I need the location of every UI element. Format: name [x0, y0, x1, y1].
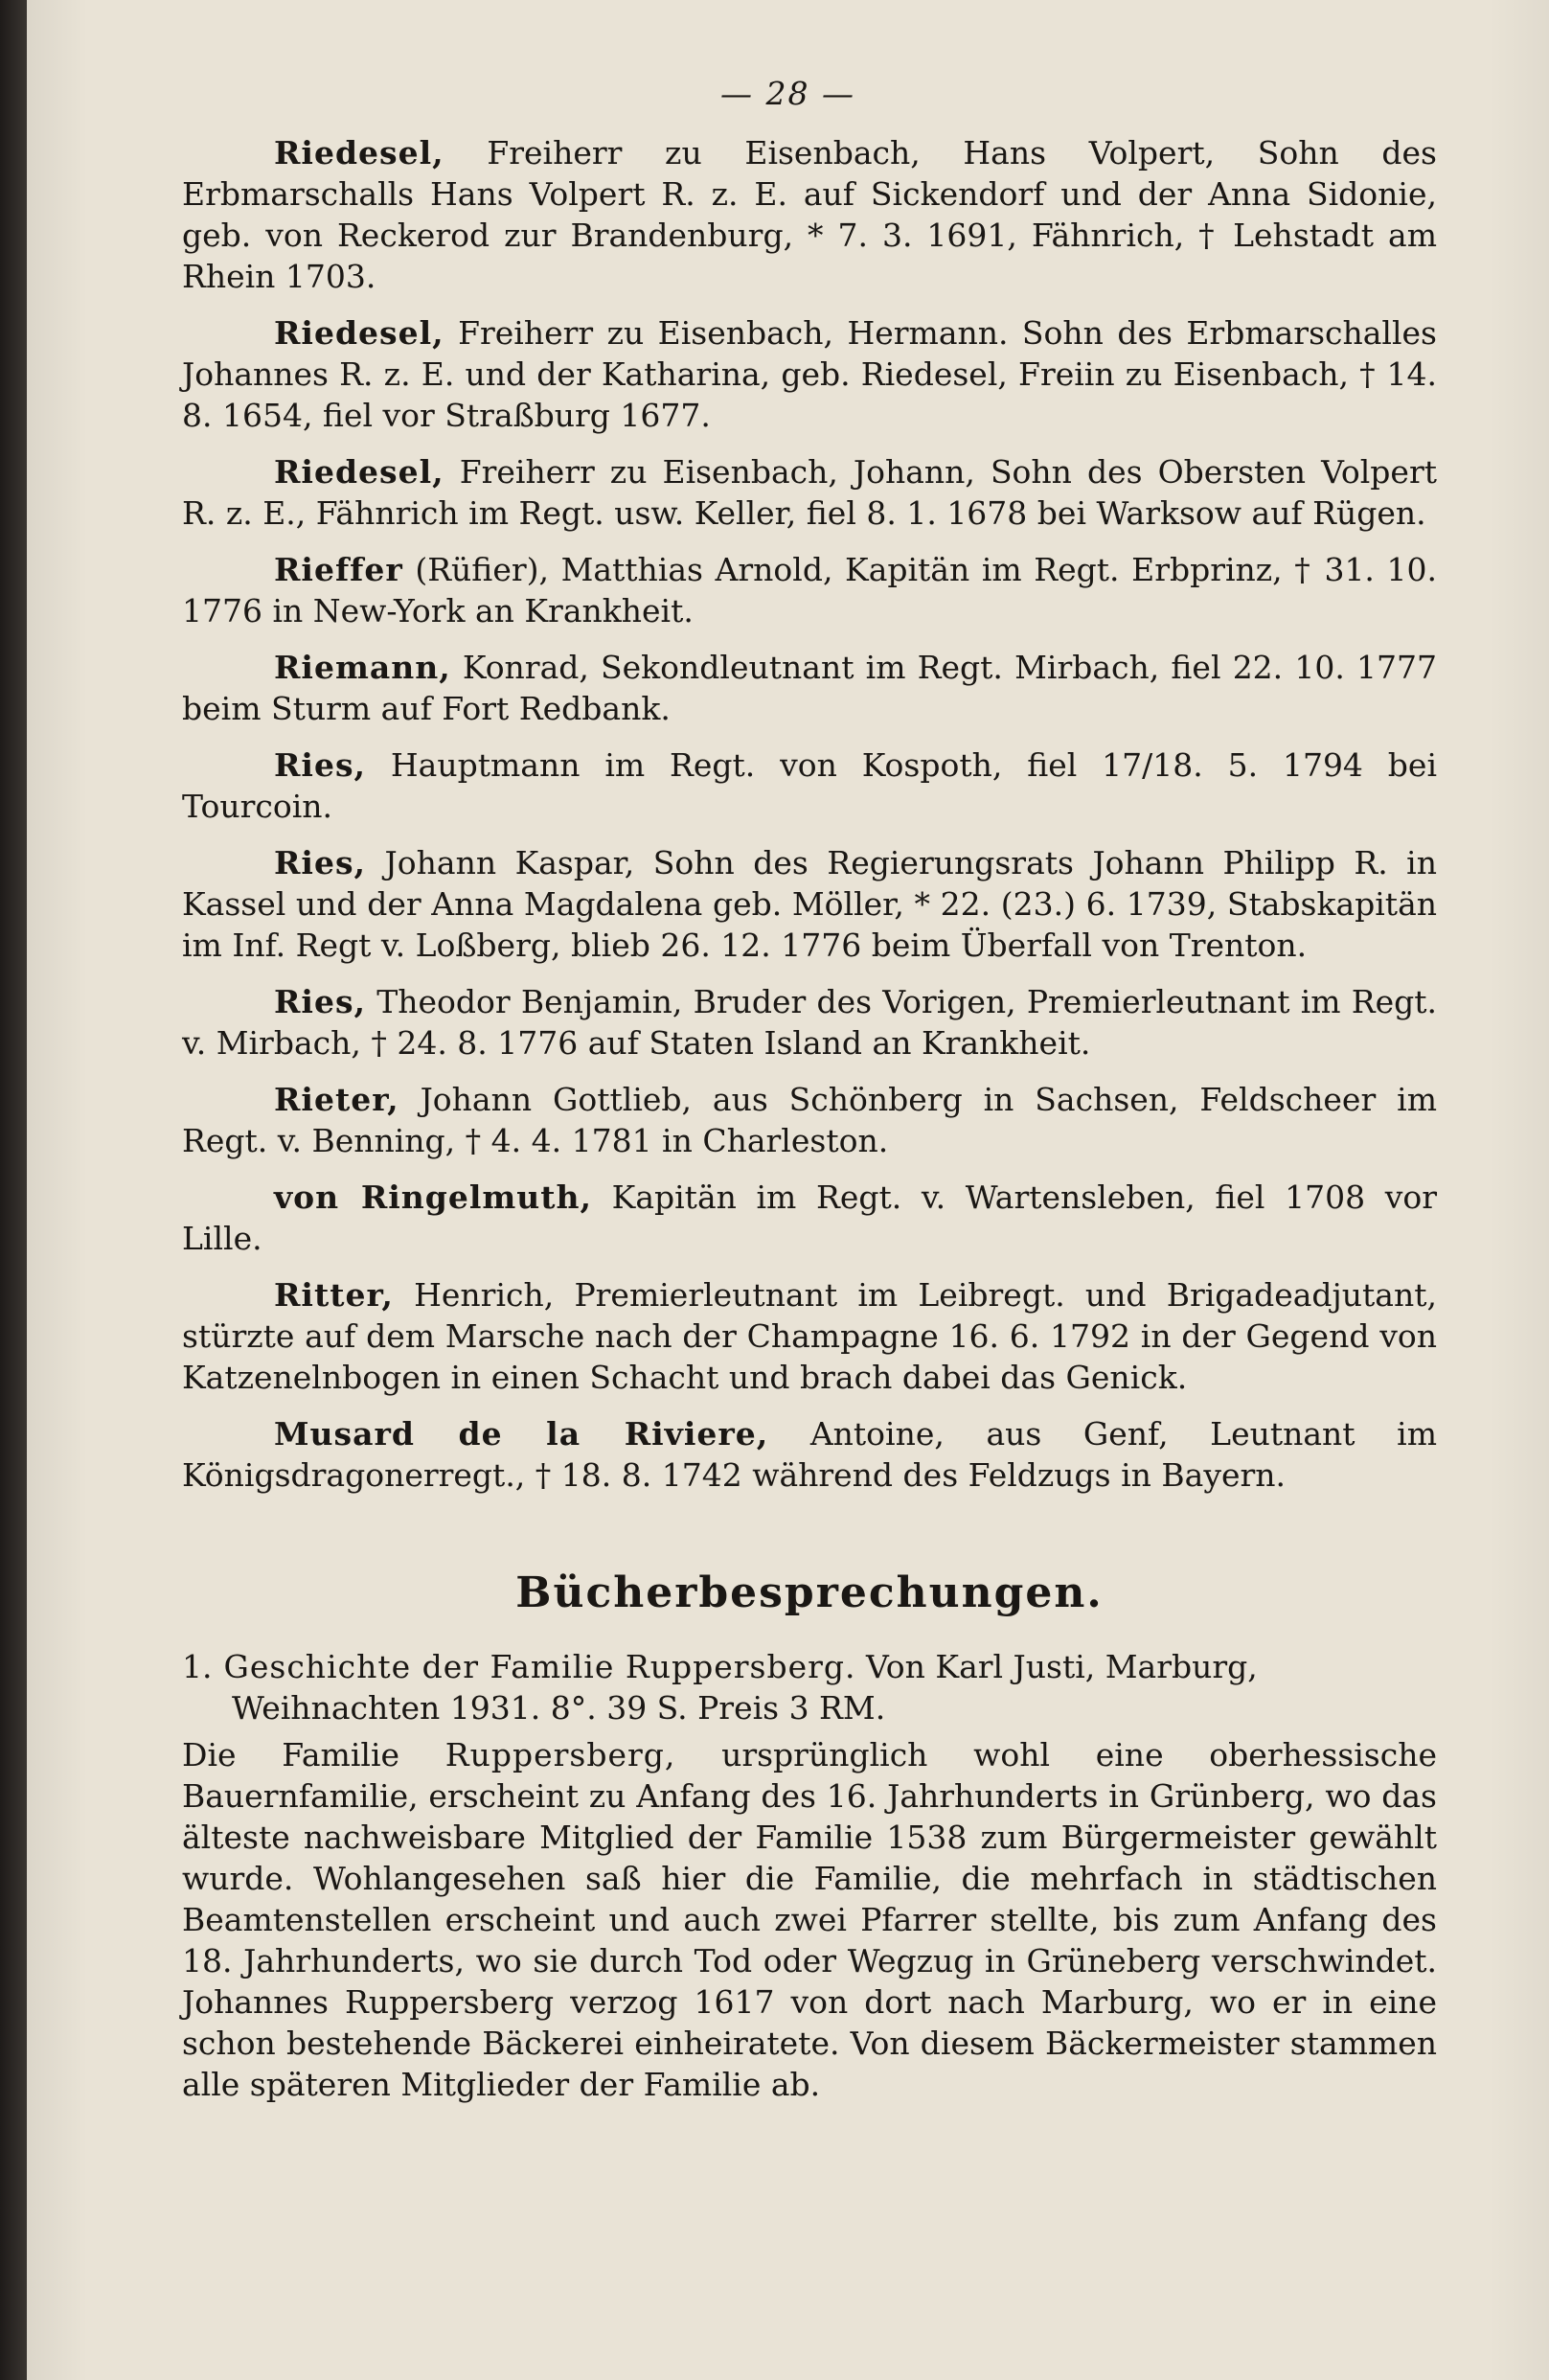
review-body-text: ursprünglich wohl eine oberhessische Bauernfamilie, erscheint zu Anfang des 16. Jahrhunderts in Grünberg, wo das älteste nachweisbare Mitglied der Familie 1538 zum Bürgermeister gewählt wurde. Wohlangesehen saß hier die Familie, die mehrfach in städtischen Beamtenstellen erscheint und auch zwei Pfarrer stellte, bis zum Anfang des 18. Jahrhunderts, wo sie durch Tod oder Wegzug in Grüneberg verschwindet. Johannes Ruppersberg verzog 1617 von dort nach Marburg, wo er in eine schon bestehende Bäckerei einheiratete. Von diesem Bäckermeister stammen alle späteren Mitglieder der Familie ab. [182, 1736, 1437, 2103]
entry-name: von Ringelmuth, [274, 1179, 593, 1216]
entry-text: Johann Gottlieb, aus Schönberg in Sachsen, Feldscheer im Regt. v. Benning, † 4. 4. 1781 in Charleston. [182, 1081, 1437, 1159]
entry-name: Riedesel, [274, 134, 444, 172]
list-item [182, 647, 1437, 729]
review-number: 1. [182, 1648, 213, 1685]
section-heading: Bücherbesprechungen. [515, 1568, 1104, 1617]
list-item [182, 1274, 1437, 1398]
entry-name: Rieffer [274, 551, 403, 588]
book-page [27, 0, 1549, 2380]
entry-text: Hauptmann im Regt. von Kospoth, fiel 17/18. 5. 1794 bei Tourcoin. [182, 746, 1438, 825]
entry-text: Kapitän im Regt. v. Wartensleben, fiel 1708 vor Lille. [182, 1179, 1437, 1257]
list-item [182, 132, 1437, 297]
entry-text: Antoine, aus Genf, Leutnant im Königsdragonerregt., † 18. 8. 1742 während des Feldzugs in Bayern. [182, 1415, 1437, 1494]
list-item [182, 549, 1437, 631]
entry-text: Theodor Benjamin, Bruder des Vorigen, Premierleutnant im Regt. v. Mirbach, † 24. 8. 1776 auf Staten Island an Krankheit. [182, 983, 1438, 1062]
entry-name: Riedesel, [274, 314, 444, 352]
list-item [182, 842, 1437, 966]
list-item [182, 312, 1437, 436]
entry-text: Johann Kaspar, Sohn des Regierungsrats Johann Philipp R. in Kassel und der Anna Magdalena geb. Möller, * 22. (23.) 6. 1739, Stabskapitän im Inf. Regt v. Loßberg, blieb 26. 12. 1776 beim Überfall von Trenton. [182, 844, 1437, 964]
review-heading [182, 1646, 1437, 1728]
page-content [182, 132, 1437, 2105]
list-item [182, 451, 1437, 534]
list-item [182, 981, 1437, 1064]
entry-text: (Rüfier), Matthias Arnold, Kapitän im Regt. Erbprinz, † 31. 10. 1776 in New-York an Krankheit. [182, 551, 1437, 629]
list-item [182, 744, 1437, 827]
entry-name: Rieter, [274, 1081, 399, 1118]
entry-name: Ries, [274, 983, 367, 1020]
entry-text: Freiherr zu Eisenbach, Hermann. Sohn des Erbmarschalles Johannes R. z. E. und der Katharina, geb. Riedesel, Freiin zu Eisenbach, † 14. 8. 1654, fiel vor Straßburg 1677. [182, 314, 1437, 434]
list-item [182, 1079, 1437, 1161]
entry-text: Freiherr zu Eisenbach, Hans Volpert, Sohn des Erbmarschalls Hans Volpert R. z. E. auf Sickendorf und der Anna Sidonie, geb. von Reckerod zur Brandenburg, * 7. 3. 1691, Fähnrich, † Lehstadt am Rhein 1703. [182, 134, 1437, 295]
entry-text: Freiherr zu Eisenbach, Johann, Sohn des Obersten Volpert R. z. E., Fähnrich im Regt. usw. Keller, fiel 8. 1. 1678 bei Warksow auf Rügen. [182, 453, 1437, 532]
review-body-lead: Die Familie [182, 1736, 400, 1774]
book-spine-shadow [0, 0, 27, 2380]
entry-name: Ritter, [274, 1276, 394, 1314]
list-item [182, 1177, 1437, 1259]
review-body [182, 1734, 1437, 2105]
entry-name: Riedesel, [274, 453, 444, 491]
entry-name: Ries, [274, 844, 367, 881]
review-family-name: Ruppersberg, [444, 1736, 676, 1774]
review-title: Geschichte der Familie Ruppersberg. [223, 1648, 856, 1685]
entry-text: Konrad, Sekondleutnant im Regt. Mirbach, fiel 22. 10. 1777 beim Sturm auf Fort Redbank. [182, 649, 1437, 727]
review-details: Von Karl Justi, Marburg, Weihnachten 1931. 8°. 39 S. Preis 3 RM. [232, 1648, 1258, 1727]
entry-name: Musard de la Riviere, [274, 1415, 769, 1453]
page-number: — 28 — [720, 75, 855, 112]
list-item [182, 1413, 1437, 1496]
entry-name: Ries, [274, 746, 367, 784]
entry-name: Riemann, [274, 649, 451, 686]
entry-text: Henrich, Premierleutnant im Leibregt. und Brigadeadjutant, stürzte auf dem Marsche nach der Champagne 16. 6. 1792 in der Gegend von Katzenelnbogen in einen Schacht und brach dabei das Genick. [182, 1276, 1437, 1396]
